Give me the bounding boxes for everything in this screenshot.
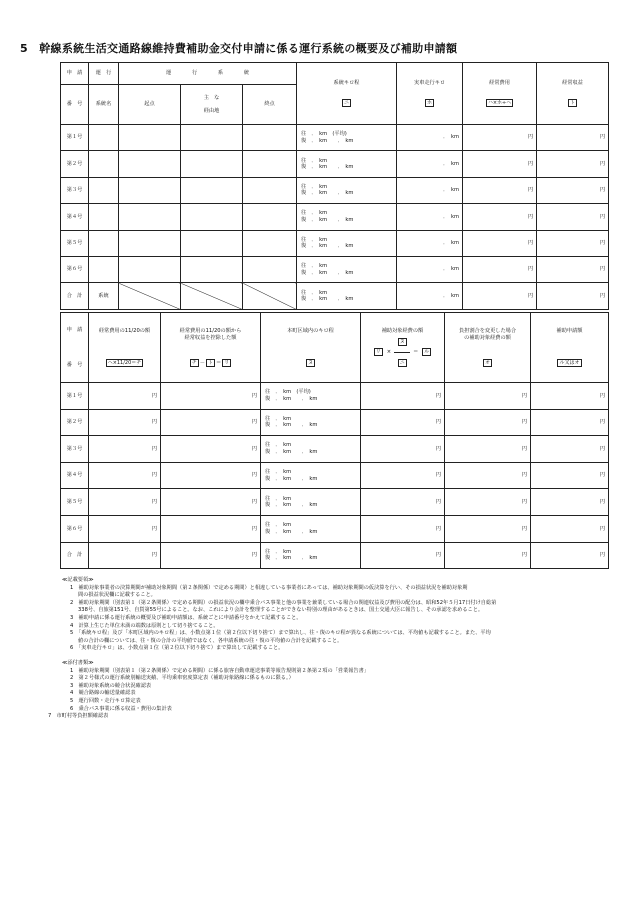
table-row [61, 177, 609, 203]
col2-cell: 円 [161, 515, 261, 542]
header-keiyuchi: 主 な 経由地 [181, 85, 243, 125]
col2-cell: 円 [161, 462, 261, 489]
kilo-cell: 往 ． km 復 ． km ． km [297, 230, 397, 256]
hiyo-cell: 円 [463, 204, 537, 230]
col5-cell: 円 [445, 462, 531, 489]
kilo-cell: 往 ． km (平均) 復 ． km ． km [297, 125, 397, 151]
keiyuchi-cell[interactable] [181, 125, 243, 151]
header-kilo: 系統キロ程 ニ [297, 63, 397, 125]
col5-cell: 円 [445, 409, 531, 436]
keiyuchi-cell[interactable] [181, 177, 243, 203]
hiyo-cell: 円 [463, 125, 537, 151]
attachment-2: 2 第２号様式の運行系統別輸送実績、平均乗車密度算定表（補助対象路線に係るものに限る。） [70, 675, 294, 682]
table-row [61, 462, 609, 489]
row-label: 第４号 [61, 462, 89, 489]
col3-kilo-cell: 往 ． km 復 ． km ． km [261, 436, 361, 463]
t2-header-col2: 経常費用の11/20の額から 経常収益を控除した額 チ － ト ＝ リ [161, 313, 261, 383]
shueki-cell: 円 [537, 151, 609, 177]
table-row [61, 283, 609, 309]
note-4: 4 計算上生じた単位未満の端数は原則として切り捨てること。 [70, 622, 219, 629]
col5-cell: 円 [445, 515, 531, 542]
row-label: 第４号 [61, 204, 89, 230]
kiten-cell[interactable] [119, 151, 181, 177]
row-label: 合 計 [61, 542, 89, 569]
attachment-6: 6 乗合バス事業に係る収益・費用の集計表 [70, 705, 172, 712]
hiyo-cell: 円 [463, 230, 537, 256]
jissha-cell: ． km [397, 256, 463, 282]
shueki-cell: 円 [537, 177, 609, 203]
col4-cell: 円 [361, 436, 445, 463]
t2-header-shinsei: 申 請 番 号 [61, 313, 89, 383]
shueki-cell: 円 [537, 256, 609, 282]
col5-cell: 円 [445, 489, 531, 516]
col3-kilo-cell: 往 ． km 復 ． km ． km [261, 462, 361, 489]
col4-cell: 円 [361, 515, 445, 542]
col3-kilo-cell: 往 ． km (平均) 復 ． km ． km [261, 383, 361, 410]
note-3: 3 補助申請に係る運行系統の概要及び補助申請額は、系統ごとに申請番号をかえて記載すること。 [70, 614, 302, 621]
shuten-cell[interactable] [243, 151, 297, 177]
row-label: 第２号 [61, 409, 89, 436]
note-5-cont: 値の合計の欄については、往・復の合計の平均値ではなく、各申請系統の往・復の平均値の合計を記載すること。 [78, 637, 343, 644]
col1-cell: 円 [89, 462, 161, 489]
table-row [61, 489, 609, 516]
row-label: 第３号 [61, 177, 89, 203]
t2-header-col6: 補助申請額 ル又はオ [531, 313, 609, 383]
jissha-cell: ． km [397, 230, 463, 256]
header-unko-keito: 運 行 系 統 [119, 63, 297, 85]
kilo-cell: 往 ． km 復 ． km ． km [297, 151, 397, 177]
row-label: 第１号 [61, 383, 89, 410]
col5-cell: 円 [445, 383, 531, 410]
row-label: 第５号 [61, 230, 89, 256]
attachment-5: 5 運行回数・走行キロ算定表 [70, 697, 141, 704]
col1-cell: 円 [89, 436, 161, 463]
header-shuten: 終点 [243, 85, 297, 125]
col6-cell: 円 [531, 542, 609, 569]
header-shueki: 経常収益 ト [537, 63, 609, 125]
row-label: 第５号 [61, 489, 89, 516]
note-2-cont: 338号、自旅第151号、自貨第55号によること。なお、これにより会計を整理することができない特別の理由があるときは、国土交通大臣に報告し、その承認を求めること。 [78, 607, 484, 614]
shueki-cell: 円 [537, 204, 609, 230]
keitomei-cell[interactable] [89, 230, 119, 256]
hiyo-cell: 円 [463, 256, 537, 282]
col3-kilo-cell: 往 ． km 復 ． km ． km [261, 542, 361, 569]
row-label: 第３号 [61, 436, 89, 463]
header-shinsei: 申 請 [61, 63, 89, 85]
t2-header-col1: 経常費用の11/20の額 ヘ×11/20＝チ [89, 313, 161, 383]
total-keitomei: 系統 [89, 283, 119, 309]
kiten-cell[interactable] [119, 177, 181, 203]
row-label: 合 計 [61, 283, 89, 309]
notes-section [48, 577, 612, 721]
keiyuchi-cell[interactable] [181, 151, 243, 177]
note-1-cont: 間の損益状況欄に記載すること。 [78, 592, 156, 599]
col5-cell: 円 [445, 542, 531, 569]
kilo-cell: 往 ． km 復 ． km ． km [297, 283, 397, 309]
table-row [61, 409, 609, 436]
col1-cell: 円 [89, 515, 161, 542]
attachment-1: 1 補助対象期間（別表第１（第２条関係）で定める期間）に係る旅客自動車運送事業等報告規則第２条第２項の「営業報告書」 [70, 667, 369, 674]
subsidy-amount-table [60, 312, 609, 569]
table-row [61, 383, 609, 410]
kilo-cell: 往 ． km 復 ． km ． km [297, 256, 397, 282]
col1-cell: 円 [89, 409, 161, 436]
col4-cell: 円 [361, 462, 445, 489]
shueki-cell: 円 [537, 283, 609, 309]
table-row [61, 230, 609, 256]
header-bango: 番 号 [61, 85, 89, 125]
hiyo-cell: 円 [463, 151, 537, 177]
col3-kilo-cell: 往 ． km 復 ． km ． km [261, 409, 361, 436]
table-row [61, 204, 609, 230]
kilo-cell: 往 ． km 復 ． km ． km [297, 177, 397, 203]
t2-header-col3: 本町区域内のキロ程 ヌ [261, 313, 361, 383]
note-6: 6 「実車走行キロ」は、小数点第１位（第２位以下切り捨て）まで算出して記載すること。 [70, 645, 284, 652]
col6-cell: 円 [531, 515, 609, 542]
keiyuchi-cell[interactable] [181, 256, 243, 282]
col3-kilo-cell: 往 ． km 復 ． km ． km [261, 515, 361, 542]
col6-cell: 円 [531, 436, 609, 463]
col4-cell: 円 [361, 542, 445, 569]
notes-heading: ≪記載要領≫ [62, 577, 94, 583]
row-label: 第６号 [61, 515, 89, 542]
col3-kilo-cell: 往 ． km 復 ． km ． km [261, 489, 361, 516]
col2-cell: 円 [161, 409, 261, 436]
keiyuchi-cell[interactable] [181, 230, 243, 256]
jissha-cell: ． km [397, 125, 463, 151]
table-row [61, 151, 609, 177]
col6-cell: 円 [531, 409, 609, 436]
shueki-cell: 円 [537, 230, 609, 256]
col4-cell: 円 [361, 409, 445, 436]
header-keitomei: 系統名 [89, 85, 119, 125]
row-label: 第６号 [61, 256, 89, 282]
kiten-cell[interactable] [119, 125, 181, 151]
kiten-cell[interactable] [119, 256, 181, 282]
blank-cell [181, 283, 243, 309]
shuten-cell[interactable] [243, 204, 297, 230]
table-row [61, 436, 609, 463]
col2-cell: 円 [161, 383, 261, 410]
shueki-cell: 円 [537, 125, 609, 151]
shuten-cell[interactable] [243, 177, 297, 203]
col5-cell: 円 [445, 436, 531, 463]
hiyo-cell: 円 [463, 177, 537, 203]
table-row [61, 515, 609, 542]
col1-cell: 円 [89, 542, 161, 569]
header-kiten: 起点 [119, 85, 181, 125]
keitomei-cell[interactable] [89, 256, 119, 282]
jissha-cell: ． km [397, 283, 463, 309]
kiten-cell[interactable] [119, 230, 181, 256]
table-row [61, 256, 609, 282]
jissha-cell: ． km [397, 151, 463, 177]
attachment-4: 4 競合路線の輸送量確認表 [70, 690, 136, 697]
attachments-heading: ≪添付書類≫ [62, 659, 94, 666]
route-overview-table [60, 62, 609, 310]
col1-cell: 円 [89, 489, 161, 516]
col2-cell: 円 [161, 489, 261, 516]
col6-cell: 円 [531, 383, 609, 410]
shuten-cell[interactable] [243, 230, 297, 256]
jissha-cell: ． km [397, 204, 463, 230]
note-2: 2 補助対象期間（別表第１（第２条関係）で定める期間）の損益状況の欄中乗合バス事業と他の事業を兼業している場合の関連収益及び費用の配分は、昭和52年５月17日付け自総第 [70, 599, 497, 606]
keiyuchi-cell[interactable] [181, 204, 243, 230]
col2-cell: 円 [161, 436, 261, 463]
header-unko: 運 行 [89, 63, 119, 85]
keitomei-cell[interactable] [89, 125, 119, 151]
kiten-cell[interactable] [119, 204, 181, 230]
jissha-cell: ． km [397, 177, 463, 203]
table-row [61, 125, 609, 151]
page-title: 5 幹線系統生活交通路線維持費補助金交付申請に係る運行系統の概要及び補助申請額 [20, 42, 458, 55]
kilo-cell: 往 ． km 復 ． km ． km [297, 204, 397, 230]
col2-cell: 円 [161, 542, 261, 569]
attachment-7: 7 市町村等負担額確認表 [48, 713, 109, 720]
keitomei-cell[interactable] [89, 204, 119, 230]
row-label: 第２号 [61, 151, 89, 177]
note-5: 5 「系統キロ程」及び「本町区域内のキロ程」は、小数点第１位（第２位以下切り捨て）まで算出し、往・復のキロ程が異なる系統については、平均値も記載すること。また、平均 [70, 630, 491, 637]
col4-cell: 円 [361, 383, 445, 410]
keitomei-cell[interactable] [89, 177, 119, 203]
col4-cell: 円 [361, 489, 445, 516]
table-row [61, 542, 609, 569]
header-jissha: 実車走行キロ ホ [397, 63, 463, 125]
blank-cell [243, 283, 297, 309]
hiyo-cell: 円 [463, 283, 537, 309]
col6-cell: 円 [531, 489, 609, 516]
col1-cell: 円 [89, 383, 161, 410]
blank-cell [119, 283, 181, 309]
attachment-3: 3 補助対象系統の競合状況確認表 [70, 682, 152, 689]
shuten-cell[interactable] [243, 256, 297, 282]
t2-header-col4: 補助対象経費の額 リ × ヌ ニ ＝ ル [361, 313, 445, 383]
col6-cell: 円 [531, 462, 609, 489]
shuten-cell[interactable] [243, 125, 297, 151]
t2-header-col5: 負担割合を変更した場合 の補助対象経費の額 オ [445, 313, 531, 383]
header-hiyo: 経常費用 ハ×ホ÷ヘ [463, 63, 537, 125]
keitomei-cell[interactable] [89, 151, 119, 177]
note-1: 1 補助対象事業者の決算期間が補助対象期間（第２条関係）で定める期間）と相違している事業者にあっては、補助対象期間の仮決算を行い、その損益状況を補助対象期 [70, 584, 468, 591]
row-label: 第１号 [61, 125, 89, 151]
